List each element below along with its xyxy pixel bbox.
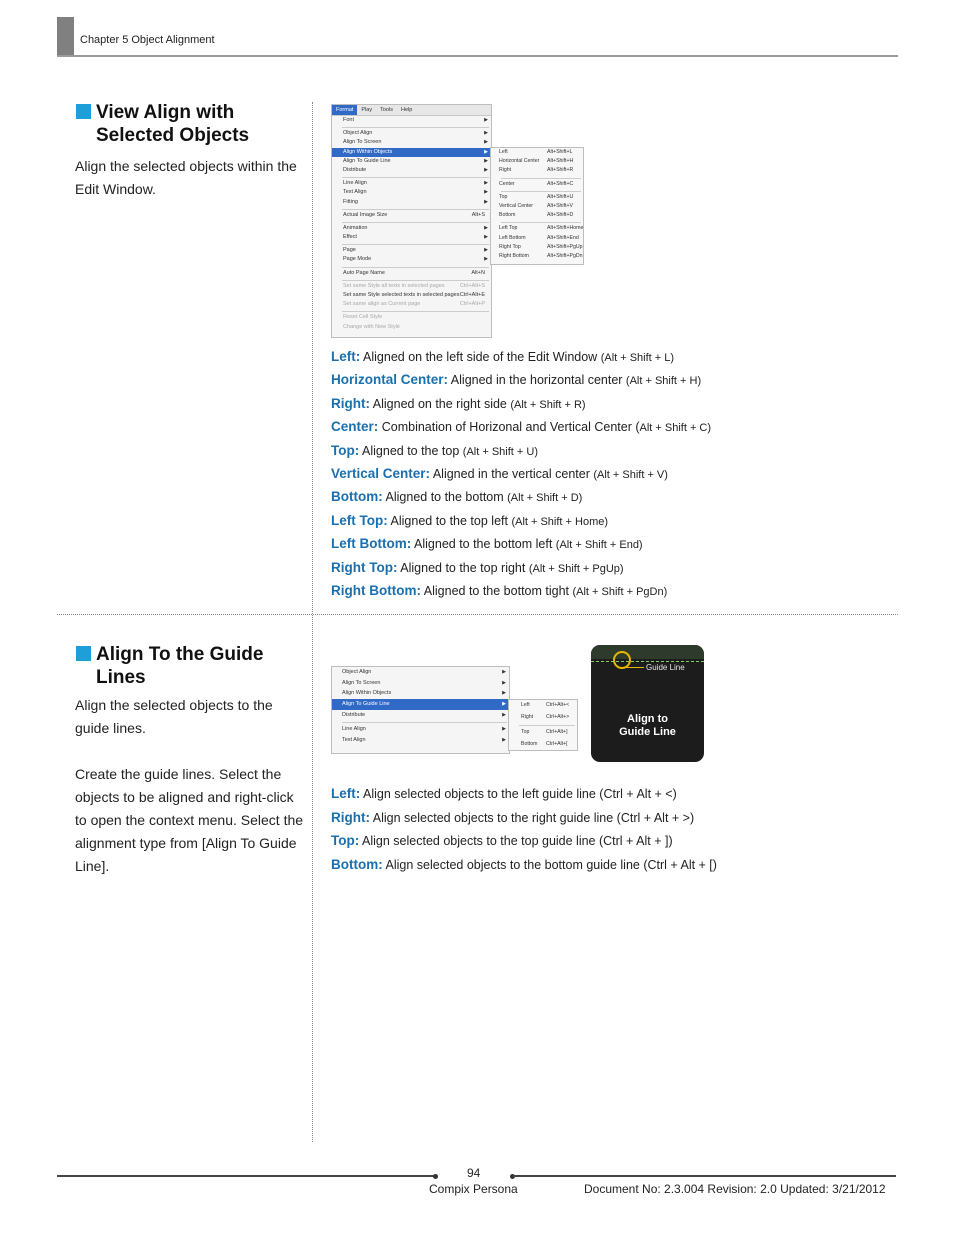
menu-item-label: Align To Guide Line	[343, 157, 391, 164]
menu-item-shortcut: Alt+Shift+D	[547, 212, 574, 219]
menu-item-shortcut: Ctrl+Alt+S	[459, 282, 485, 289]
menu-item[interactable]	[332, 198, 491, 207]
menubar-item[interactable]: Tools	[380, 107, 393, 113]
section-title-line: Lines	[96, 667, 146, 688]
description-line: Create the guide lines. Select the	[75, 766, 282, 782]
description-line: alignment type from [Align To Guide	[75, 835, 297, 851]
menu-item[interactable]	[332, 678, 509, 689]
menu-item-label: Set same Style selected texts in selected pages	[343, 292, 460, 298]
description-line	[75, 740, 303, 763]
submenu-arrow-icon: ▶	[484, 148, 488, 155]
definition-term: Horizontal Center:	[331, 372, 449, 388]
menu-item[interactable]	[332, 300, 491, 309]
menu-item-label: Align To Screen	[342, 679, 381, 686]
description-line: guide lines.	[75, 720, 146, 736]
definition-term: Top:	[331, 833, 360, 848]
menu-item[interactable]	[332, 116, 491, 125]
definition-item	[331, 857, 717, 872]
menu-item-label: Align Within Objects	[342, 690, 392, 697]
menu-item-shortcut: Alt+Shift+PgDn	[547, 252, 583, 259]
menu-item-label: Page	[343, 247, 356, 254]
menu-item[interactable]	[332, 688, 509, 699]
menu-item[interactable]	[332, 667, 509, 678]
menu-item-label: Distribute	[342, 711, 366, 718]
menu-item-label: Right	[521, 713, 534, 720]
menu-item[interactable]	[332, 724, 509, 735]
menu-item[interactable]	[509, 712, 577, 724]
definition-item	[331, 513, 608, 528]
menu-item-label: Right	[499, 167, 512, 174]
menu-item-shortcut: Alt+Shift+R	[547, 167, 574, 174]
section-description	[75, 694, 303, 878]
guide-line	[591, 661, 704, 662]
submenu-arrow-icon: ▶	[502, 669, 506, 675]
menu-item-shortcut: Ctrl+Alt+[	[546, 740, 568, 747]
menu-item-label: Left	[521, 702, 530, 708]
header-bar	[57, 17, 74, 57]
menu-item-label: Line Align	[342, 726, 366, 733]
menu-item[interactable]	[332, 255, 491, 264]
submenu-arrow-icon: ▶	[502, 690, 506, 697]
section-bullet-icon	[76, 104, 91, 119]
menu-item[interactable]	[332, 166, 491, 175]
menu-item[interactable]	[491, 148, 583, 157]
menu-item[interactable]	[332, 233, 491, 242]
menu-item-shortcut: Alt+N	[471, 269, 485, 276]
definition-shortcut: (Alt + Shift + D)	[507, 492, 583, 505]
menu-item-label: Align To Screen	[343, 139, 382, 146]
definition-shortcut: Alt + Shift + C)	[639, 422, 712, 435]
section-title-line: Selected Objects	[96, 125, 250, 146]
submenu-arrow-icon: ▶	[502, 726, 506, 733]
description-line: objects to be aligned and right-click	[75, 789, 294, 805]
menu-item-label: Set same align as Current page	[343, 301, 421, 308]
column-divider	[312, 102, 313, 1142]
menu-item-label: Distribute	[343, 166, 367, 173]
header-rule	[57, 55, 898, 57]
definition-item	[331, 810, 694, 825]
menu-item[interactable]	[332, 138, 491, 147]
definition-term: Top:	[331, 442, 360, 458]
definition-shortcut: (Alt + Shift + H)	[625, 375, 702, 388]
menu-item-shortcut: Alt+Shift+H	[547, 158, 574, 165]
definition-term: Vertical Center:	[331, 466, 431, 481]
menu-item[interactable]	[491, 224, 583, 233]
menu-item-label: Auto Page Name	[343, 269, 385, 276]
menu-item[interactable]	[332, 224, 491, 233]
illustration-title	[591, 713, 704, 739]
footer-rule-left	[57, 1175, 435, 1177]
menu-item[interactable]	[491, 202, 583, 211]
menu-item[interactable]	[332, 282, 491, 291]
menu-item[interactable]	[491, 211, 583, 220]
menu-item[interactable]	[332, 246, 491, 255]
context-menu-screenshot	[331, 666, 510, 754]
menu-item[interactable]	[491, 234, 583, 243]
submenu-arrow-icon: ▶	[502, 737, 506, 744]
guide-line-illustration	[591, 645, 704, 762]
arrow-icon	[624, 667, 644, 668]
menu-item-label: Object Align	[342, 669, 372, 675]
menu-item[interactable]	[332, 129, 491, 138]
definition-item	[331, 372, 701, 387]
menu-item-shortcut: Alt+S	[471, 211, 485, 218]
menu-item-label: Center	[499, 180, 515, 187]
menu-item-shortcut: Alt+Shift+PgUp	[547, 243, 583, 250]
submenu-arrow-icon: ▶	[484, 117, 488, 123]
definition-term: Right Top:	[331, 559, 398, 575]
definition-text: Aligned to the top	[359, 443, 463, 458]
definition-text: Align selected objects to the top guide line (Ctrl + Alt + ])	[359, 834, 673, 848]
definition-text: Aligned on the right side	[369, 396, 511, 411]
menu-item-label: Right Bottom	[499, 252, 529, 259]
definition-item	[331, 489, 582, 504]
definition-item	[331, 833, 673, 848]
description-line: Align the selected objects within the	[75, 158, 297, 174]
definition-text: Combination of Horizonal and Vertical Center (	[378, 420, 640, 435]
menubar-item[interactable]: Help	[400, 107, 413, 113]
menu-item[interactable]	[332, 179, 491, 188]
section-bullet-icon	[76, 646, 91, 661]
product-name: Compix Persona	[429, 1182, 518, 1196]
definition-text: Aligned in the horizontal center	[448, 373, 626, 388]
menu-item[interactable]	[332, 291, 491, 300]
menubar-item[interactable]: Play	[361, 107, 373, 113]
menu-item-shortcut: Ctrl+Alt+<	[546, 702, 570, 708]
menu-item-label: Animation	[343, 224, 368, 231]
definition-item	[331, 396, 586, 411]
menu-item-label: Bottom	[499, 212, 516, 219]
guide-line-label: Guide Line	[646, 663, 685, 672]
menu-item-label: Left Top	[499, 225, 518, 232]
menu-item[interactable]	[491, 166, 583, 175]
definition-shortcut: (Alt + Shift + PgDn)	[572, 586, 668, 598]
footer-dot	[433, 1174, 438, 1179]
description-line: Line].	[75, 858, 110, 874]
menu-item-label: Align To Guide Line	[342, 701, 390, 708]
description-line: Edit Window.	[75, 181, 156, 197]
submenu-arrow-icon: ▶	[484, 234, 488, 241]
menu-item-label: Bottom	[521, 740, 538, 747]
ruler	[591, 645, 704, 659]
definition-text: Aligned to the bottom	[382, 490, 508, 505]
definition-text: Aligned to the top right	[397, 560, 529, 575]
definition-shortcut: (Alt + Shift + L)	[600, 352, 675, 364]
definition-item	[331, 443, 538, 458]
definition-text: Align selected objects to the right guide line (Ctrl + Alt + >)	[369, 810, 695, 825]
menu-item[interactable]	[332, 188, 491, 197]
menu-item-shortcut: Ctrl+Alt+P	[459, 301, 485, 308]
menu-item[interactable]	[332, 323, 491, 332]
definition-text: Aligned to the bottom tight	[420, 584, 573, 598]
menu-item[interactable]	[491, 180, 583, 189]
menu-item-label: Object Align	[343, 130, 373, 137]
menu-item-shortcut: Alt+Shift+L	[547, 149, 573, 155]
definition-text: Aligned on the left side of the Edit Window	[360, 350, 601, 364]
submenu-arrow-icon: ▶	[484, 247, 488, 254]
submenu-arrow-icon: ▶	[502, 711, 506, 718]
submenu-arrow-icon: ▶	[484, 139, 488, 146]
description-line: to open the context menu. Select the	[75, 812, 304, 828]
menu-item-label: Horizontal Center	[499, 158, 540, 165]
definition-term: Center:	[331, 419, 379, 435]
illustration-title-line: Align to	[627, 713, 668, 725]
definition-text: Aligned to the top left	[387, 513, 512, 528]
section-divider	[57, 614, 898, 615]
menu-item-label: Reset Cell Style	[343, 314, 383, 321]
submenu-arrow-icon: ▶	[502, 679, 506, 686]
definition-text: Aligned to the bottom left	[411, 537, 556, 552]
submenu-arrow-icon: ▶	[484, 224, 488, 231]
definition-item	[331, 536, 643, 551]
illustration-title-line: Guide Line	[619, 726, 676, 738]
definition-shortcut: (Alt + Shift + U)	[462, 445, 538, 458]
menu-item-label: Font	[343, 117, 355, 123]
menu-item-shortcut: Alt+Shift+End	[547, 234, 579, 241]
menu-item-label: Fitting	[343, 198, 358, 205]
definition-term: Left Bottom:	[331, 536, 412, 552]
menu-item-shortcut: Alt+Shift+V	[547, 202, 573, 209]
submenu-arrow-icon: ▶	[484, 130, 488, 137]
menu-item-shortcut: Ctrl+Alt+>	[546, 713, 570, 720]
submenu-arrow-icon: ▶	[484, 189, 488, 196]
menu-item[interactable]	[491, 243, 583, 252]
submenu-arrow-icon: ▶	[502, 701, 506, 708]
menu-item-label: Text Align	[343, 189, 367, 196]
document-info: Document No: 2.3.004 Revision: 2.0 Updated: 3/21/2012	[584, 1182, 886, 1196]
section-description	[75, 155, 297, 201]
menu-item-label: Change with New Style	[343, 323, 400, 330]
menu-item[interactable]	[509, 739, 577, 751]
menu-item-label: Top	[499, 193, 508, 200]
menu-item-label: Page Mode	[343, 256, 372, 263]
align-to-guide-line-submenu	[508, 699, 578, 751]
menu-item[interactable]	[332, 148, 491, 157]
menu-item-label: Effect	[343, 234, 357, 241]
section-title-line: View Align with	[96, 102, 235, 123]
menu-item[interactable]	[332, 735, 509, 746]
menu-item-label: Set same Style all texts in selected pages	[343, 282, 445, 289]
menu-item-label: Left	[499, 149, 508, 155]
definition-shortcut: (Alt + Shift + Home)	[511, 515, 609, 528]
definition-term: Left Top:	[331, 512, 388, 528]
menu-item-shortcut: Alt+Shift+Home	[547, 225, 584, 232]
menu-item[interactable]	[332, 211, 491, 220]
definition-text: Aligned in the vertical center	[430, 467, 594, 481]
definition-term: Left:	[331, 349, 361, 364]
menu-item-label: Left Bottom	[499, 234, 526, 241]
submenu-arrow-icon: ▶	[484, 157, 488, 164]
page-number: 94	[467, 1166, 481, 1180]
menu-item-shortcut: Alt+Shift+U	[547, 193, 574, 200]
definition-text: Align selected objects to the bottom guide line (Ctrl + Alt + [)	[382, 857, 717, 872]
definition-item	[331, 560, 624, 575]
definition-text: Align selected objects to the left guide line (Ctrl + Alt + <)	[360, 787, 677, 801]
menu-item[interactable]	[332, 699, 509, 710]
menu-item[interactable]	[332, 313, 491, 322]
chapter-title: Chapter 5 Object Alignment	[80, 34, 215, 46]
menu-item-shortcut: Ctrl+Alt+]	[546, 729, 568, 735]
submenu-arrow-icon: ▶	[484, 180, 488, 187]
menu-item[interactable]	[509, 700, 577, 712]
section-title-line: Align To the Guide	[96, 644, 264, 665]
definition-item	[331, 786, 677, 801]
definition-item	[331, 419, 711, 434]
definition-item	[331, 349, 674, 364]
submenu-arrow-icon: ▶	[484, 166, 488, 173]
definition-shortcut: (Alt + Shift + PgUp)	[528, 562, 624, 575]
format-menu-screenshot	[331, 104, 492, 338]
definition-term: Right:	[331, 395, 370, 411]
section-title	[96, 643, 263, 689]
menu-item[interactable]	[332, 269, 491, 278]
menu-item-shortcut: Alt+Shift+C	[547, 180, 574, 187]
definition-item	[331, 583, 667, 598]
footer-rule-right	[513, 1175, 896, 1177]
menu-item[interactable]	[332, 710, 509, 721]
menu-item-label: Top	[521, 729, 530, 735]
menu-item[interactable]	[509, 727, 577, 739]
menu-item[interactable]	[491, 157, 583, 166]
menu-item-label: Text Align	[342, 737, 366, 744]
definition-shortcut: (Alt + Shift + R)	[510, 398, 586, 411]
section-title	[96, 101, 249, 147]
menu-item-label: Line Align	[343, 180, 367, 187]
definition-term: Right Bottom:	[331, 583, 421, 598]
menu-item-label: Actual Image Size	[343, 211, 388, 218]
menubar	[332, 105, 491, 116]
submenu-arrow-icon: ▶	[484, 198, 488, 205]
definition-term: Bottom:	[331, 856, 383, 872]
menu-item-label: Right Top	[499, 243, 521, 250]
definition-term: Bottom:	[331, 489, 383, 505]
menu-item[interactable]	[491, 252, 583, 261]
definition-shortcut: (Alt + Shift + V)	[593, 469, 668, 481]
align-within-objects-submenu	[490, 147, 584, 265]
menu-item-shortcut: Ctrl+Alt+E	[459, 292, 485, 298]
definition-item	[331, 466, 668, 481]
definition-term: Right:	[331, 809, 370, 825]
menu-item-label: Align Within Objects	[343, 148, 393, 155]
menubar-item[interactable]: Format	[332, 105, 357, 115]
definition-shortcut: (Alt + Shift + End)	[555, 539, 643, 552]
submenu-arrow-icon: ▶	[484, 256, 488, 263]
menu-item[interactable]	[332, 157, 491, 166]
menu-item-label: Vertical Center	[499, 202, 534, 209]
definition-term: Left:	[331, 786, 361, 801]
menu-item[interactable]	[491, 193, 583, 202]
description-line: Align the selected objects to the	[75, 697, 273, 713]
